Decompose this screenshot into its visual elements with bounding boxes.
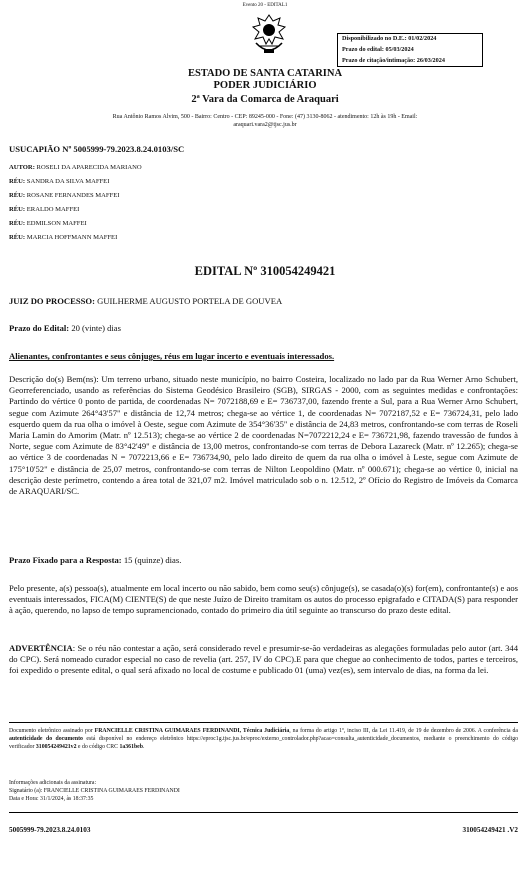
party-line: AUTOR: ROSELI DA APARECIDA MARIANO (9, 164, 142, 171)
event-tag: Evento 20 - EDITAL1 (242, 3, 288, 8)
edital-deadline: Prazo do edital: 05/03/2024 (342, 45, 414, 53)
power-heading: PODER JUDICIÁRIO (213, 80, 317, 91)
signature-info: Informações adicionais da assinatura: Signatário (a): FRANCIELLE CRISTINA GUIMARAES FERDINANDI Data e Hora: 31/1/2024, às 18:37:35 (9, 780, 180, 802)
court-address: Rua Antônio Ramos Alvim, 500 - Bairro: Centro - CEP: 89245-000 - Fone: (47) 3130-8062 - atendimento: 12h às 19h - Email: (112, 114, 418, 120)
published-date: Disponibilizado no D.E.: 01/02/2024 (342, 35, 437, 42)
bottom-document-code: 310054249421 .V2 (462, 826, 518, 834)
court-email: araquari.vara2@tjsc.jus.br (233, 122, 297, 128)
state-heading: ESTADO DE SANTA CATARINA (187, 68, 343, 79)
citation-paragraph: Pelo presente, a(s) pessoa(s), atualmente em local incerto ou não sabido, bem como seu(s) cônjuge(s), se casada(o)(s) for(em), confrontante(s) e aos eventuais interessados, FICA(M) CIENTE(S) de que neste Juízo de Direito tramitam os autos do processo epigrafado e CITADA(S) para responder à ação, querendo, no lapso de tempo supramencionado, contado do primeiro dia útil seguinte ao transcurso do prazo deste edital. (9, 583, 518, 616)
citation-deadline: Prazo de citação/intimação: 26/03/2024 (342, 56, 445, 64)
signature-note: Documento eletrônico assinado por FRANCIELLE CRISTINA GUIMARAES FERDINANDI, Técnica Judiciária, na forma do artigo 1º, inciso III, da Lei 11.419, de 19 de dezembro de 2006. A conferência da autenticidade do documento está disponível no endereço eletrônico https://eproc1g.tjsc.jus.br/eproc/externo_controlador.php?acao=consulta_autenticidade_documentos, mediante o preenchimento do código verificador 310054249421v2 e do código CRC 1a361beb. (9, 728, 518, 750)
edital-title: EDITAL Nº 310054249421 (194, 264, 336, 278)
addressees-line: Alienantes, confrontantes e seus cônjuges, réus em lugar incerto e eventuais interessados. (9, 351, 335, 361)
prazo-line: Prazo do Edital: 20 (vinte) dias (9, 323, 121, 333)
party-line: RÉU: ERALDO MAFFEI (9, 206, 80, 213)
process-number: USUCAPIÃO Nº 5005999-79.2023.8.24.0103/SC (9, 144, 185, 154)
judge-line: JUIZ DO PROCESSO: GUILHERME AUGUSTO PORTELA DE GOUVEA (9, 296, 283, 306)
party-line: RÉU: ROSANE FERNANDES MAFFEI (9, 192, 120, 199)
court-heading: 2ª Vara da Comarca de Araquari (191, 94, 339, 105)
divider (9, 812, 518, 813)
divider (9, 722, 518, 723)
party-line: RÉU: SANDRA DA SILVA MAFFEI (9, 178, 110, 185)
dates-box (337, 33, 483, 67)
coat-of-arms-icon (250, 13, 288, 59)
party-line: RÉU: EDMILSON MAFFEI (9, 220, 87, 227)
party-line: RÉU: MARCIA HOFFMANN MAFFEI (9, 234, 118, 241)
warning-paragraph: ADVERTÊNCIA: Se o réu não contestar a ação, será considerado revel e presumir-se-ão verdadeiras as alegações formuladas pelo autor (art. 344 do CPC). Será nomeado curador especial no caso de revelia (art. 257, IV do CPC).E para que chegue ao conhecimento de todos, partes e terceiros, foi expedido o presente edital, o qual será afixado no local de costume e publicado 01 (uma) vez(es), sem intervalo de dias, na forma da lei. (9, 643, 518, 676)
response-deadline: Prazo Fixado para a Resposta: 15 (quinze) dias. (9, 555, 182, 565)
bottom-process-number: 5005999-79.2023.8.24.0103 (9, 826, 91, 834)
property-description: Descrição do(s) Bem(ns): Um terreno urbano, situado neste município, no bairro Costeira, localizado no lado par da Rua Werner Arno Schubert, Georreferenciado, usando as referências do Sistema Geodésico Brasileiro (SGB), SIRGAS - 2000, com as seguintes medidas e confrontações: Partindo do vértice 0 ponto de partida, de coordenadas N= 7072188,69 e E= 736737,00, fazendo frente a Sul, para a Rua Werner Arno Schubert, segue com Azimute 264°43'57" e distância de 12,74 metros; chega-se ao vértice 1, de coordenadas N= 7072187,52 e E= 736724,31, pelo lado esquerdo quem da rua olha o imóvel à Oeste, segue com Azimute de 354°36'35" e distância de 24,83 metros, confrontando-se com terras de Roseli Maria Lamin do Amorim (Matr. nº 12.513); chega-se ao vértice 2 de coordenadas N=7072212,24 e E= 736721,98, fazendo travessão de fundos à Norte, segue com Azimute de 83°42'49" e distância de 13,00 metros, confrontando-se com terras de Debora Lazareck (Matr. nº 12.265); chega-se ao vértice 3 de coordenadas N = 7072213,66 e E= 736734,90, pelo lado direito de quem da rua olha o imóvel à Leste, segue com Azimute de 175°10'52" e distância de 25,07 metros, confrontando-se com terras de Nilton Leopoldino (Matr. nº 000.671); chega-se ao vértice 0, inicial na descrição deste perímetro, contendo a área total de 321,07 m2. Imóvel matriculado sob o n. 12.512, 2º Ofício do Registro de Imóveis da Comarca de ARAQUARI/SC. (9, 374, 518, 497)
